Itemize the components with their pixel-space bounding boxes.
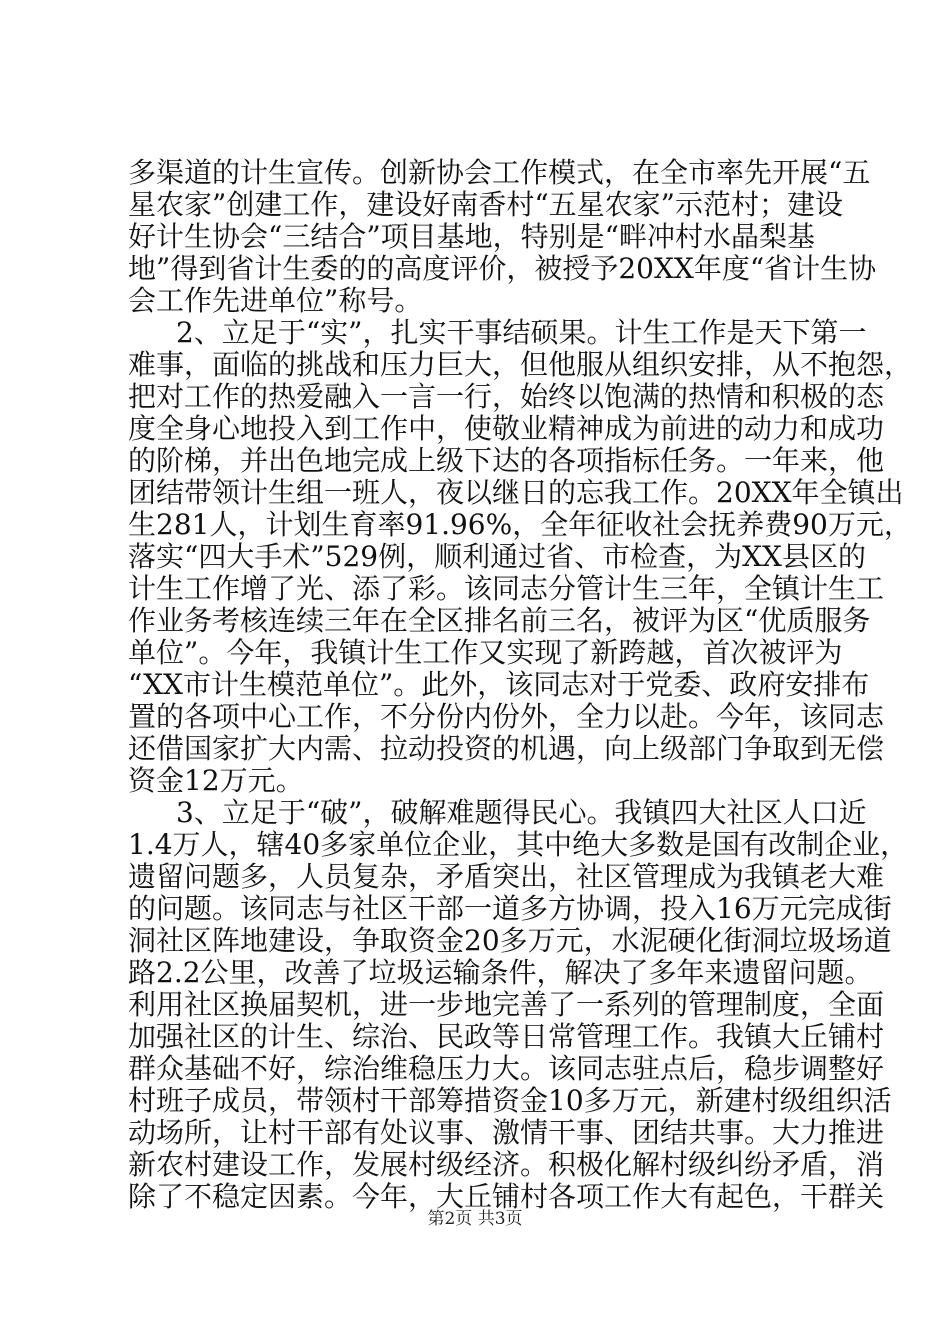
text-line: 团结带领计生组一班人，夜以继日的忘我工作。20XX年全镇出 [128, 476, 904, 509]
text-line: 会工作先进单位”称号。 [128, 284, 423, 317]
text-line: 动场所，让村干部有处议事、激情干事、团结共事。大力推进 [128, 1116, 885, 1149]
text-line: 加强社区的计生、综治、民政等日常管理工作。我镇大丘铺村 [128, 1020, 885, 1053]
text-line: 1.4万人，辖40多家单位企业，其中绝大多数是国有改制企业， [128, 828, 909, 861]
text-line: 除了不稳定因素。今年，大丘铺村各项工作大有起色，干群关 [128, 1180, 885, 1213]
text-line: 生281人，计划生育率91.96%，全年征收社会抚养费90万元， [128, 508, 912, 541]
text-line: 多渠道的计生宣传。创新协会工作模式，在全市率先开展“五 [128, 156, 871, 189]
text-line: 地”得到省计生委的的高度评价，被授予20XX年度“省计生协 [128, 252, 877, 285]
text-line: “XX市计生模范单位”。此外，该同志对于党委、政府安排布 [128, 668, 870, 701]
text-line: 遗留问题多，人员复杂，矛盾突出，社区管理成为我镇老大难 [128, 860, 885, 893]
text-line: 计生工作增了光、添了彩。该同志分管计生三年，全镇计生工 [128, 572, 885, 605]
text-line: 好计生协会“三结合”项目基地，特别是“畔冲村水晶梨基 [128, 220, 815, 253]
text-line: 单位”。今年，我镇计生工作又实现了新跨越，首次被评为 [128, 636, 843, 669]
text-line: 星农家”创建工作，建设好南香村“五星农家”示范村；建设 [128, 188, 843, 221]
text-line: 资金12万元。 [128, 764, 304, 797]
text-line: 新农村建设工作，发展村级经济。积极化解村级纠纷矛盾，消 [128, 1148, 885, 1181]
text-line: 的阶梯，并出色地完成上级下达的各项指标任务。一年来，他 [128, 444, 885, 477]
text-line: 度全身心地投入到工作中，使敬业精神成为前进的动力和成功 [128, 412, 885, 445]
text-line: 难事，面临的挑战和压力巨大，但他服从组织安排，从不抱怨， [128, 348, 913, 381]
text-line: 的问题。该同志与社区干部一道多方协调，投入16万元完成街 [128, 892, 892, 925]
text-line: 还借国家扩大内需、拉动投资的机遇，向上级部门争取到无偿 [128, 732, 885, 765]
text-line: 洞社区阵地建设，争取资金20多万元，水泥硬化街洞垃圾场道 [128, 924, 892, 957]
text-line: 作业务考核连续三年在全区排名前三名，被评为区“优质服务 [128, 604, 871, 637]
text-line: 群众基础不好，综治维稳压力大。该同志驻点后，稳步调整好 [128, 1052, 885, 1085]
text-line: 路2.2公里，改善了垃圾运输条件，解决了多年来遗留问题。 [128, 956, 873, 989]
text-line: 落实“四大手术”529例，顺利通过省、市检查，为XX县区的 [128, 540, 866, 573]
text-line: 置的各项中心工作，不分份内份外，全力以赴。今年，该同志 [128, 700, 885, 733]
paragraph-start-line: 3、立足于“破”，破解难题得民心。我镇四大社区人口近 [176, 796, 867, 829]
text-line: 把对工作的热爱融入一言一行，始终以饱满的热情和积极的态 [128, 380, 885, 413]
text-line: 村班子成员，带领村干部筹措资金10多万元，新建村级组织活 [128, 1084, 892, 1117]
page-number-footer: 第2页 共3页 [427, 1209, 523, 1229]
text-line: 利用社区换届契机，进一步地完善了一系列的管理制度，全面 [128, 988, 885, 1021]
paragraph-start-line: 2、立足于“实”，扎实干事结硕果。计生工作是天下第一 [176, 316, 867, 349]
